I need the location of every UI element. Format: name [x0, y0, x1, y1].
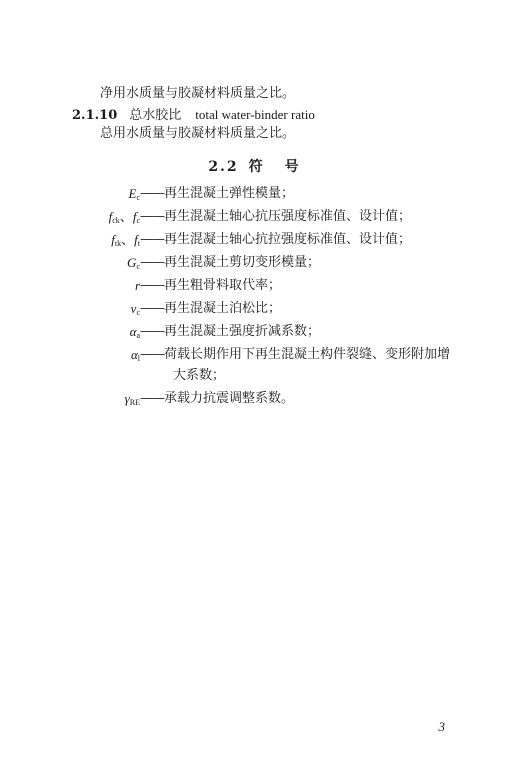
symbol-description-continuation: 大系数； [173, 368, 226, 383]
section-number: 2.2 [208, 159, 239, 175]
symbol: $\alpha_l$ [130, 347, 140, 363]
symbol: r [134, 278, 140, 293]
symbol-description: ——再生混凝土泊松比； [140, 301, 282, 316]
symbol-description: ——再生混凝土轴心抗拉强度标准值、设计值； [140, 232, 412, 247]
symbol-description: ——承载力抗震调整系数。 [140, 391, 295, 406]
symbol-description: ——再生粗骨料取代率； [140, 278, 282, 293]
symbol: $f_{ck}$、$f_c$ [108, 209, 140, 225]
section-heading [0, 156, 529, 176]
term-english: total water-binder ratio [195, 107, 315, 122]
symbol: $\gamma_{RE}$ [124, 391, 140, 407]
symbol-description: ——再生混凝土轴心抗压强度标准值、设计值； [140, 209, 412, 224]
symbol-row [0, 276, 529, 296]
symbol-row [0, 207, 529, 227]
clause-definition: 总用水质量与胶凝材料质量之比。 [100, 126, 296, 141]
symbol-row [0, 389, 529, 409]
clause-number: 2.1.10 [72, 108, 118, 123]
symbol-row [0, 253, 529, 273]
symbol-description: ——荷载长期作用下再生混凝土构件裂缝、变形附加增 [140, 347, 451, 362]
section-title: 符号 [248, 159, 321, 175]
symbol: $\nu_c$ [130, 301, 140, 317]
symbol: $E_c$ [128, 186, 140, 202]
symbol: $f_{tk}$、$f_t$ [111, 232, 140, 248]
page-number: 3 [438, 719, 445, 734]
term-chinese: 总水胶比 [129, 108, 182, 123]
symbol-row [0, 184, 529, 204]
symbol-row [0, 299, 529, 319]
clause-2-1-10 [72, 106, 315, 125]
symbol-row [0, 322, 529, 342]
symbol: $\alpha_a$ [129, 324, 140, 340]
symbol-row [0, 345, 529, 365]
previous-definition: 净用水质量与胶凝材料质量之比。 [100, 86, 296, 101]
symbol-description: ——再生混凝土剪切变形模量； [140, 255, 321, 270]
symbol-description: ——再生混凝土弹性模量； [140, 186, 295, 201]
symbol: $G_c$ [127, 255, 140, 271]
symbol-row [0, 230, 529, 250]
symbol-description: ——再生混凝土强度折减系数； [140, 324, 321, 339]
